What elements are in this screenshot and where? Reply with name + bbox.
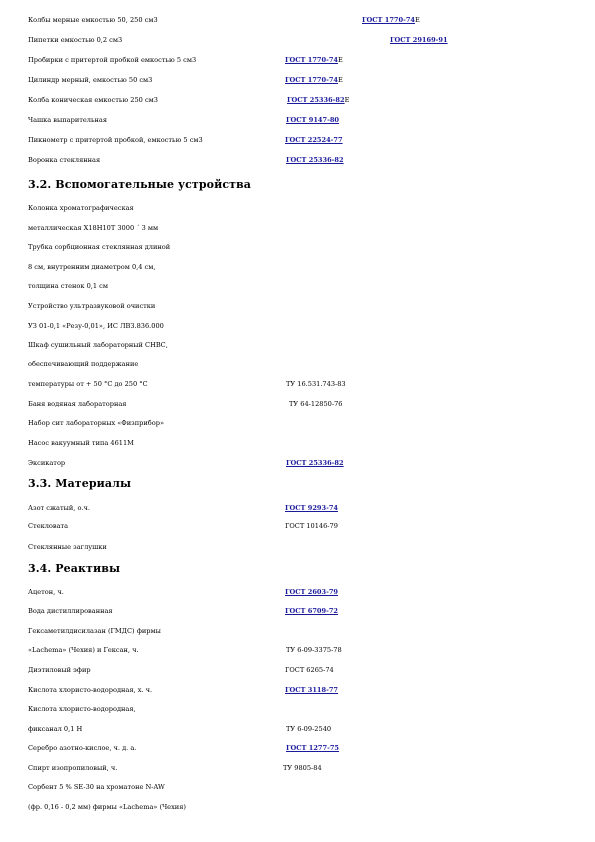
auxiliary-row	[28, 202, 585, 214]
glassware-row	[28, 94, 585, 106]
item-name: Баня водяная лабораторная	[28, 400, 127, 408]
item-name: Пипетки емкостью 0,2 см3	[28, 36, 123, 44]
section-heading-materials: 3.3. Материалы	[28, 477, 132, 490]
section-heading-auxiliary: 3.2. Вспомогательные устройства	[28, 178, 252, 191]
auxiliary-row	[28, 300, 585, 312]
item-name: Чашка выпарительная	[28, 116, 108, 124]
standard-link[interactable]: ГОСТ 25336-82	[286, 459, 344, 467]
item-name: металлическая Х18Н10Т 3000 ´ 3 мм	[28, 224, 159, 232]
standard-link[interactable]: ГОСТ 1277-75	[286, 744, 340, 752]
glassware-row	[28, 114, 585, 126]
item-name: (фр. 0,16 - 0,2 мм) фирмы «Lachema» (Чехия)	[28, 803, 186, 811]
item-name: Ацетон, ч.	[28, 588, 64, 596]
item-name: Кислота хлористо-водородная,	[28, 705, 136, 713]
standard-link[interactable]: ГОСТ 1770-74	[362, 16, 416, 24]
item-name: Пробирки с притертой пробкой емкостью 5 см3	[28, 56, 197, 64]
reagents-row	[28, 742, 585, 754]
standard-cell	[289, 398, 342, 410]
item-name: фиксанал 0,1 Н	[28, 725, 83, 733]
item-name: Цилиндр мерный, емкостью 50 см3	[28, 76, 153, 84]
standard-cell	[286, 378, 346, 390]
glassware-row	[28, 54, 585, 66]
item-name: УЗ 01-0,1 «Резу-0,01», ИС ЛВЗ.836.000	[28, 322, 164, 330]
standard-cell	[285, 586, 338, 598]
standard-link[interactable]: ГОСТ 3118-77	[285, 686, 339, 694]
materials-row	[28, 541, 585, 553]
standard-suffix: Е	[415, 16, 420, 24]
item-name: Кислота хлористо-водородная, х. ч.	[28, 686, 153, 694]
item-name: Диэтиловый эфир	[28, 666, 91, 674]
standard-ref: ГОСТ 6265-74	[285, 666, 334, 674]
reagents-row	[28, 644, 585, 656]
item-name: Стеклянные заглушки	[28, 543, 107, 551]
reagents-row	[28, 625, 585, 637]
standard-link[interactable]: ГОСТ 9147-80	[286, 116, 340, 124]
reagents-row	[28, 703, 585, 715]
standard-suffix: Е	[338, 76, 343, 84]
item-name: Колбы мерные емкостью 50, 250 см3	[28, 16, 158, 24]
auxiliary-row	[28, 378, 585, 390]
item-name: Шкаф сушильный лабораторный СНВС,	[28, 341, 168, 349]
standard-cell	[283, 762, 322, 774]
item-name: Трубка сорбционная стеклянная длиной	[28, 243, 171, 251]
item-name: «Lachema» (Чехия) и Гексан, ч.	[28, 646, 139, 654]
auxiliary-row	[28, 222, 585, 234]
standard-cell	[286, 723, 331, 735]
item-name: Колба коническая емкостью 250 см3	[28, 96, 158, 104]
auxiliary-row	[28, 339, 585, 351]
auxiliary-row	[28, 437, 585, 449]
standard-link[interactable]: ГОСТ 1770-74	[285, 56, 339, 64]
standard-cell	[285, 664, 334, 676]
auxiliary-row	[28, 358, 585, 370]
glassware-row	[28, 134, 585, 146]
item-name: Воронка стеклянная	[28, 156, 101, 164]
item-name: Стекловата	[28, 522, 69, 530]
standard-ref: ТУ 16.531.743-83	[286, 380, 346, 388]
standard-cell	[285, 520, 338, 532]
reagents-row	[28, 801, 585, 813]
standard-ref: ТУ 6-09-3375-78	[286, 646, 342, 654]
item-name: Колонка хроматографическая	[28, 204, 134, 212]
item-name: толщина стенок 0,1 см	[28, 282, 108, 290]
item-name: Эксикатор	[28, 459, 66, 467]
standard-link[interactable]: ГОСТ 29169-91	[390, 36, 448, 44]
standard-suffix: Е	[338, 56, 343, 64]
reagents-row	[28, 605, 585, 617]
standard-cell	[285, 74, 343, 86]
reagents-row	[28, 586, 585, 598]
reagents-row	[28, 762, 585, 774]
standard-link[interactable]: ГОСТ 22524-77	[285, 136, 343, 144]
auxiliary-row	[28, 457, 585, 469]
auxiliary-row	[28, 398, 585, 410]
standard-cell	[286, 114, 339, 126]
item-name: Набор сит лабораторных «Физприбор»	[28, 419, 164, 427]
item-name: Насос вакуумный типа 4611М	[28, 439, 134, 447]
auxiliary-row	[28, 280, 585, 292]
standard-link[interactable]: ГОСТ 6709-72	[285, 607, 339, 615]
standard-suffix: Е	[344, 96, 350, 104]
standard-link[interactable]: ГОСТ 9293-74	[285, 504, 339, 512]
reagents-row	[28, 723, 585, 735]
item-name: 8 см, внутренним диаметром 0,4 см,	[28, 263, 156, 271]
item-name: Пикнометр с притертой пробкой, емкостью 5 см3	[28, 136, 203, 144]
standard-link[interactable]: ГОСТ 1770-74	[285, 76, 339, 84]
standard-ref: ТУ 64-12850-76	[289, 400, 343, 408]
reagents-row	[28, 684, 585, 696]
reagents-row	[28, 781, 585, 793]
standard-ref: ТУ 6-09-2540	[286, 725, 332, 733]
standard-cell	[285, 54, 343, 66]
reagents-row	[28, 664, 585, 676]
glassware-row	[28, 34, 585, 46]
standard-cell	[285, 502, 338, 514]
standard-cell	[286, 154, 344, 166]
item-name: Спирт изопропиловый, ч.	[28, 764, 118, 772]
item-name: обеспечивающий поддержание	[28, 360, 139, 368]
item-name: температуры от + 50 °С до 250 °С	[28, 380, 148, 388]
auxiliary-row	[28, 241, 585, 253]
materials-row	[28, 502, 585, 514]
item-name: Гексаметилдисилазан (ГМДС) фирмы	[28, 627, 161, 635]
standard-cell	[285, 605, 338, 617]
standard-cell	[286, 742, 339, 754]
standard-link[interactable]: ГОСТ 2603-79	[285, 588, 339, 596]
standard-cell	[285, 684, 338, 696]
standard-link[interactable]: ГОСТ 25336-82	[287, 96, 345, 104]
item-name: Вода дистиллированная	[28, 607, 113, 615]
glassware-row	[28, 154, 585, 166]
auxiliary-row	[28, 261, 585, 273]
standard-cell	[286, 644, 342, 656]
standard-link[interactable]: ГОСТ 25336-82	[286, 156, 344, 164]
standard-cell	[286, 457, 344, 469]
standard-cell	[287, 94, 349, 106]
auxiliary-row	[28, 320, 585, 332]
auxiliary-row	[28, 417, 585, 429]
item-name: Серебро азотно-кислое, ч. д. а.	[28, 744, 137, 752]
standard-ref: ТУ 9805-84	[283, 764, 322, 772]
item-name: Устройство ультразвуковой очистки	[28, 302, 156, 310]
materials-row	[28, 520, 585, 532]
standard-ref: ГОСТ 10146-79	[285, 522, 338, 530]
glassware-row	[28, 14, 585, 26]
item-name: Сорбент 5 % SE-30 на хроматоне N-AW	[28, 783, 165, 791]
standard-cell	[390, 34, 448, 46]
standard-cell	[362, 14, 420, 26]
glassware-row	[28, 74, 585, 86]
item-name: Азот сжатый, о.ч.	[28, 504, 90, 512]
standard-cell	[285, 134, 343, 146]
section-heading-reagents: 3.4. Реактивы	[28, 562, 121, 575]
